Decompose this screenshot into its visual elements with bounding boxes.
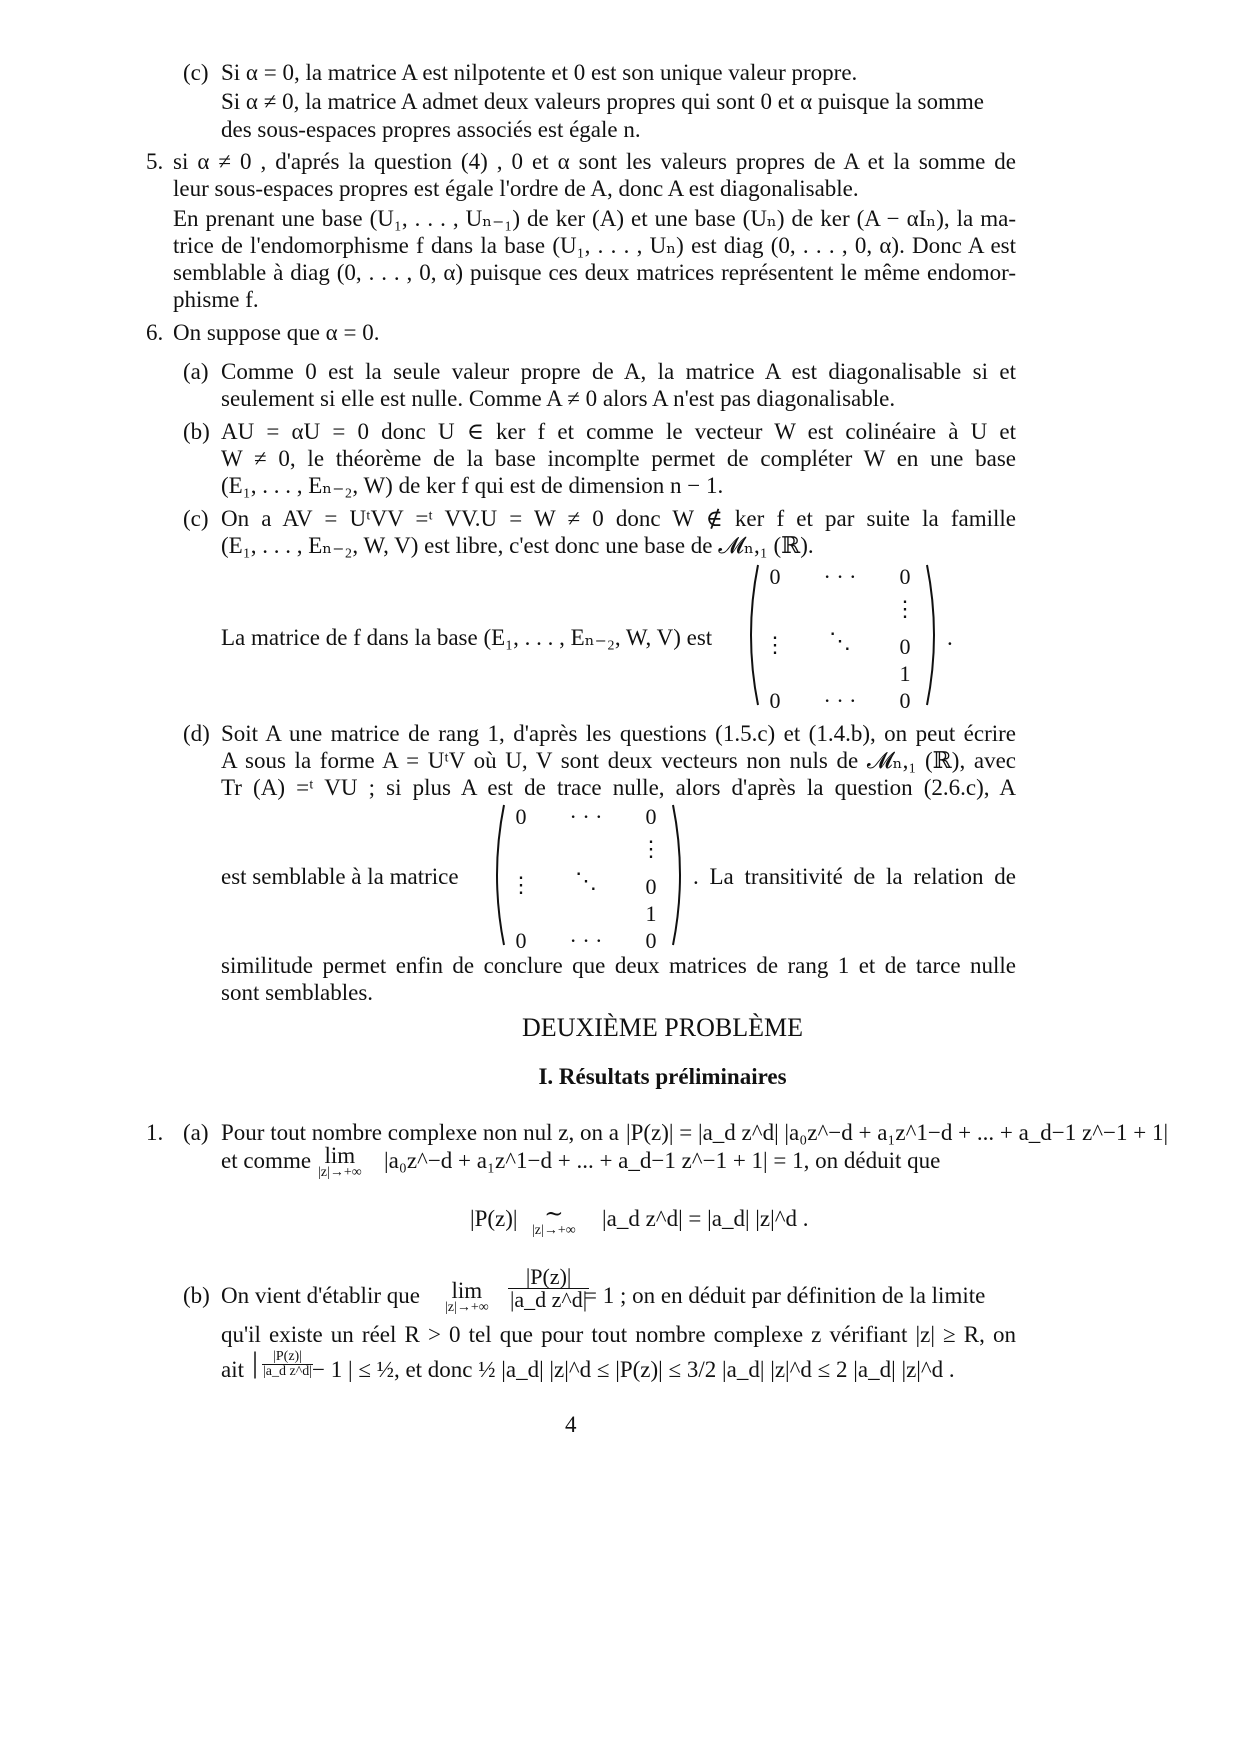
matrix-cell: 0: [515, 928, 527, 953]
text-line: W ≠ 0, le théorème de la base incomplte permet de compléter W en une base: [221, 446, 1016, 471]
matrix-cell: ⋮: [894, 596, 916, 621]
text-line: ait: [221, 1357, 244, 1382]
item-label: (c): [183, 506, 209, 531]
text-line: seulement si elle est nulle. Comme A ≠ 0 alors A n'est pas diagonalisable.: [221, 386, 896, 411]
text-line: leur sous-espaces propres est égale l'ordre de A, donc A est diagonalisable.: [173, 176, 859, 201]
fraction-numerator: |P(z)|: [508, 1266, 589, 1289]
text-line: (E₁, . . . , Eₙ₋₂, W) de ker f qui est de dimension n − 1.: [221, 473, 724, 498]
text-line: En prenant une base (U₁, . . . , Uₙ₋₁) de ker (A) et une base (Uₙ) de ker (A − αIₙ), la ma-: [173, 206, 1016, 231]
limit-operator: [318, 1143, 362, 1180]
item-label: (c): [183, 60, 209, 85]
item-label: (b): [183, 419, 210, 444]
text-line: On suppose que α = 0.: [173, 320, 380, 345]
lim-word: lim: [451, 1278, 483, 1303]
matrix-cell: ⋮: [640, 836, 662, 861]
matrix-cell: 0: [769, 564, 781, 589]
matrix-cell: 0: [645, 928, 657, 953]
matrix-cell: 1: [899, 661, 911, 686]
lim-word: lim: [324, 1143, 356, 1168]
page-number: 4: [565, 1412, 577, 1437]
sim-subscript: |z|→+∞: [532, 1223, 576, 1238]
formula: |P(z)| = |a_d z^d| |a₀z^−d + a₁z^1−d + ... + a_d−1 z^−1 + 1|: [626, 1120, 1169, 1145]
item-label: (a): [183, 1120, 209, 1145]
abs-bar: |: [252, 1346, 259, 1379]
matrix-cell: ⋱: [829, 628, 851, 653]
matrix-cell: 0: [899, 688, 911, 713]
lim-subscript: |z|→+∞: [318, 1165, 362, 1180]
lim-subscript: |z|→+∞: [445, 1300, 489, 1315]
formula: − 1 | ≤ ½, et donc ½ |a_d| |z|^d ≤ |P(z)| ≤ 3/2 |a_d| |z|^d ≤ 2 |a_d| |z|^d .: [312, 1357, 955, 1382]
fraction-denominator: |a_d z^d|: [510, 1287, 588, 1312]
fraction: [508, 1266, 589, 1311]
text-line: sont semblables.: [221, 980, 374, 1005]
matrix: [740, 560, 945, 713]
fraction-denominator: |a_d z^d|: [263, 1364, 313, 1379]
matrix-cell: 0: [515, 804, 527, 829]
formula: |a_d z^d| = |a_d| |z|^d .: [602, 1206, 809, 1231]
text-line: semblable à diag (0, . . . , 0, α) puisque ces deux matrices représentent le même endomor-: [173, 260, 1016, 285]
text-line: (E₁, . . . , Eₙ₋₂, W, V) est libre, c'est donc une base de 𝓜ₙ,₁ (ℝ).: [221, 533, 814, 558]
text-line: On vient d'établir que: [221, 1283, 420, 1308]
matrix-cell: 0: [899, 564, 911, 589]
fraction-numerator: |P(z)|: [262, 1350, 313, 1365]
punctuation: .: [947, 625, 953, 650]
text-line: phisme f.: [173, 287, 259, 312]
text-line: Comme 0 est la seule valeur propre de A, la matrice A est diagonalisable si et: [221, 359, 1016, 384]
matrix-cell: 0: [645, 804, 657, 829]
equivalence-operator: [532, 1201, 576, 1238]
item-label: (d): [183, 721, 210, 746]
matrix-cell: · · ·: [823, 564, 857, 589]
problem-title: DEUXIÈME PROBLÈME: [522, 1013, 803, 1042]
small-fraction: [262, 1350, 313, 1379]
text-line: Tr (A) =ᵗ VU ; si plus A est de trace nulle, alors d'après la question (2.6.c), A: [221, 775, 1016, 800]
matrix-cell: · · ·: [569, 804, 603, 829]
formula: |P(z)|: [470, 1206, 518, 1231]
matrix-cell: 0: [899, 634, 911, 659]
item-number: 1.: [146, 1120, 164, 1145]
item-number: 6.: [146, 320, 164, 345]
matrix-cell: ⋮: [764, 632, 786, 657]
matrix-cell: · · ·: [569, 928, 603, 953]
item-number: 5.: [146, 149, 164, 174]
item-label: (a): [183, 359, 209, 384]
text-line: des sous-espaces propres associés est égale n.: [221, 117, 641, 142]
matrix-cell: ⋱: [575, 868, 597, 893]
text-line: Si α ≠ 0, la matrice A admet deux valeurs propres qui sont 0 et α puisque la somme: [221, 89, 984, 114]
matrix-cell: 0: [645, 874, 657, 899]
text-line: Pour tout nombre complexe non nul z, on a: [221, 1120, 619, 1145]
text-line: AU = αU = 0 donc U ∈ ker f et comme le vecteur W est colinéaire à U et: [221, 419, 1016, 444]
item-label: (b): [183, 1283, 210, 1308]
matrix-cell: 0: [769, 688, 781, 713]
text-line: trice de l'endomorphisme f dans la base (U₁, . . . , Uₙ) est diag (0, . . . , 0, α). Donc A est: [173, 233, 1016, 258]
text-line: A sous la forme A = UᵗV où U, V sont deux vecteurs non nuls de 𝓜ₙ,₁ (ℝ), avec: [221, 748, 1016, 773]
text-line: Soit A une matrice de rang 1, d'après les questions (1.5.c) et (1.4.b), on peut écrire: [221, 721, 1016, 746]
text-line: est semblable à la matrice: [221, 864, 459, 889]
text-line: similitude permet enfin de conclure que deux matrices de rang 1 et de tarce nulle: [221, 953, 1016, 978]
text-line: si α ≠ 0 , d'aprés la question (4) , 0 et α sont les valeurs propres de A et la somme de: [173, 149, 1016, 174]
section-title: I. Résultats préliminaires: [538, 1064, 787, 1089]
matrix: [486, 800, 691, 953]
sim-symbol: ∼: [544, 1201, 564, 1226]
text-line: La matrice de f dans la base (E₁, . . . , Eₙ₋₂, W, V) est: [221, 625, 713, 650]
text-line: On a AV = UᵗVV =ᵗ VV.U = W ≠ 0 donc W ∉ ker f et par suite la famille: [221, 506, 1016, 531]
text-line: qu'il existe un réel R > 0 tel que pour tout nombre complexe z vérifiant |z| ≥ R, on: [221, 1322, 1016, 1347]
text-line: et comme: [221, 1148, 312, 1173]
text-line: = 1 ; on en déduit par définition de la limite: [584, 1283, 986, 1308]
text-line: Si α = 0, la matrice A est nilpotente et 0 est son unique valeur propre.: [221, 60, 858, 85]
matrix-cell: ⋮: [510, 872, 532, 897]
text-line: . La transitivité de la relation de: [693, 864, 1016, 889]
formula: |a₀z^−d + a₁z^1−d + ... + a_d−1 z^−1 + 1| = 1, on déduit que: [384, 1148, 941, 1173]
matrix-cell: 1: [645, 901, 657, 926]
limit-operator: [445, 1278, 489, 1315]
matrix-cell: · · ·: [823, 688, 857, 713]
